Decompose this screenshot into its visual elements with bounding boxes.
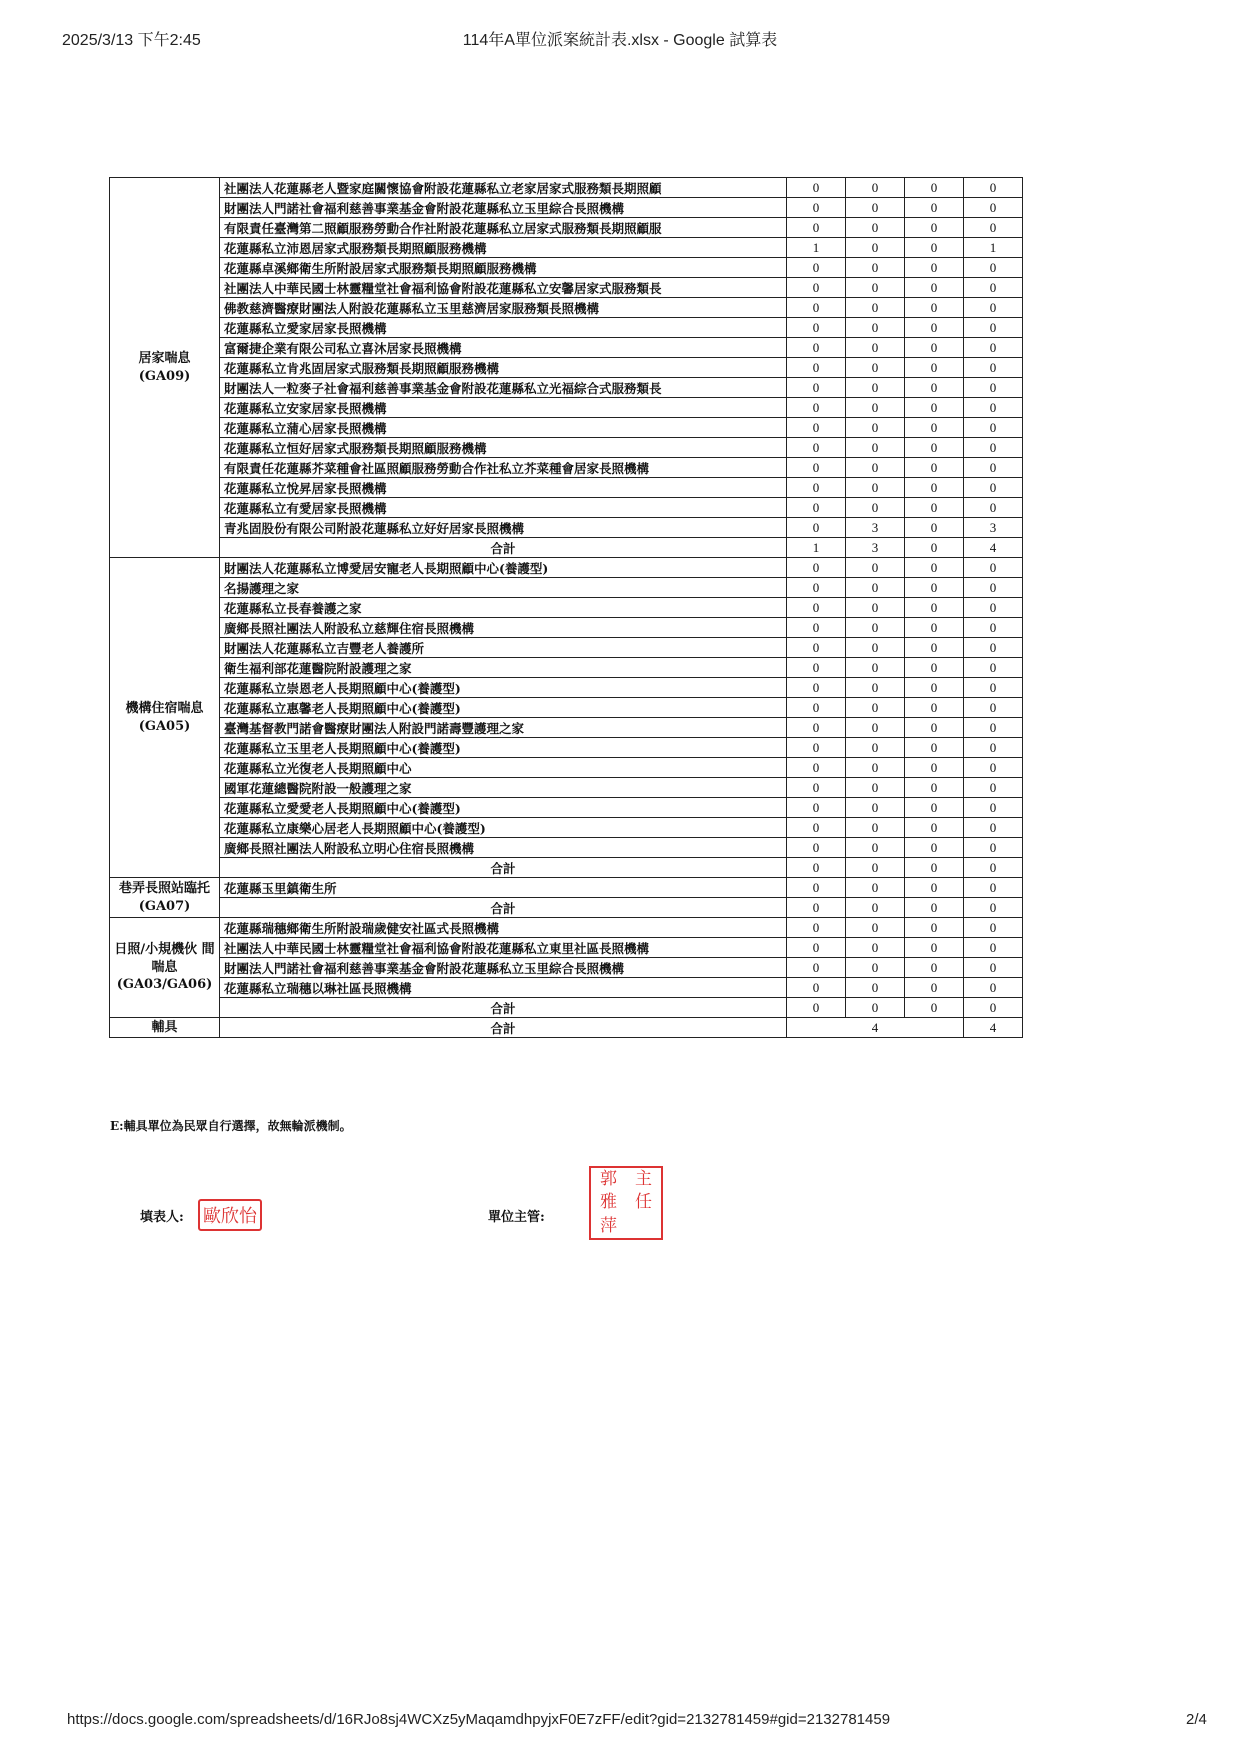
count-cell: 0 — [846, 678, 905, 698]
count-cell: 0 — [846, 418, 905, 438]
table-row — [110, 298, 1023, 318]
count-cell: 1 — [964, 238, 1023, 258]
count-cell: 0 — [905, 598, 964, 618]
institution-name: 花蓮縣瑞穗鄉衛生所附設瑞歲健安社區式長照機構 — [220, 918, 787, 938]
table-row — [110, 758, 1023, 778]
table-row — [110, 618, 1023, 638]
institution-name: 花蓮縣私立瑞穗以琳社區長照機構 — [220, 978, 787, 998]
table-row — [110, 938, 1023, 958]
table-row — [110, 798, 1023, 818]
total-label: 合計 — [220, 898, 787, 918]
institution-name: 花蓮縣私立恒好居家式服務類長期照顧服務機構 — [220, 438, 787, 458]
seal-char: 萍 — [600, 1215, 617, 1236]
count-cell: 0 — [905, 418, 964, 438]
total-cell: 0 — [846, 998, 905, 1018]
count-cell: 0 — [787, 758, 846, 778]
count-cell: 0 — [846, 298, 905, 318]
count-cell: 0 — [964, 438, 1023, 458]
print-datetime: 2025/3/13 下午2:45 — [62, 32, 201, 49]
count-cell: 0 — [964, 598, 1023, 618]
supervisor-seal — [589, 1166, 663, 1240]
total-cell: 4 — [964, 1018, 1023, 1038]
count-cell: 0 — [964, 398, 1023, 418]
institution-name: 青兆固股份有限公司附設花蓮縣私立好好居家長照機構 — [220, 518, 787, 538]
count-cell: 0 — [846, 498, 905, 518]
count-cell: 0 — [846, 978, 905, 998]
count-cell: 0 — [846, 378, 905, 398]
total-label: 合計 — [220, 998, 787, 1018]
count-cell: 0 — [905, 298, 964, 318]
count-cell: 0 — [787, 278, 846, 298]
count-cell: 0 — [846, 738, 905, 758]
table-row — [110, 818, 1023, 838]
count-cell: 0 — [787, 778, 846, 798]
count-cell: 0 — [846, 958, 905, 978]
count-cell: 0 — [905, 798, 964, 818]
total-cell: 0 — [846, 858, 905, 878]
count-cell: 0 — [905, 318, 964, 338]
count-cell: 0 — [846, 438, 905, 458]
table-row — [110, 698, 1023, 718]
count-cell: 0 — [905, 478, 964, 498]
total-cell: 0 — [905, 898, 964, 918]
count-cell: 0 — [846, 838, 905, 858]
count-cell: 0 — [787, 418, 846, 438]
institution-name: 花蓮縣私立長春養護之家 — [220, 598, 787, 618]
total-cell: 1 — [787, 538, 846, 558]
institution-name: 衛生福利部花蓮醫院附設護理之家 — [220, 658, 787, 678]
count-cell: 0 — [787, 518, 846, 538]
count-cell: 0 — [905, 558, 964, 578]
table-row — [110, 478, 1023, 498]
table-row — [110, 598, 1023, 618]
table-row — [110, 498, 1023, 518]
count-cell: 0 — [964, 418, 1023, 438]
count-cell: 0 — [905, 818, 964, 838]
total-row — [110, 898, 1023, 918]
table-row — [110, 558, 1023, 578]
count-cell: 0 — [846, 758, 905, 778]
institution-name: 花蓮縣私立愛家居家長照機構 — [220, 318, 787, 338]
institution-name: 廣鄉長照社團法人附設私立慈輝住宿長照機構 — [220, 618, 787, 638]
count-cell: 0 — [787, 358, 846, 378]
count-cell: 0 — [905, 838, 964, 858]
total-label: 合計 — [220, 858, 787, 878]
count-cell: 0 — [964, 278, 1023, 298]
count-cell: 0 — [905, 238, 964, 258]
total-cell: 0 — [787, 998, 846, 1018]
page-number: 2/4 — [1186, 1711, 1207, 1728]
table-row — [110, 378, 1023, 398]
seal-char: 任 — [635, 1192, 652, 1213]
count-cell: 0 — [787, 498, 846, 518]
count-cell: 0 — [846, 218, 905, 238]
table-row — [110, 518, 1023, 538]
total-row — [110, 538, 1023, 558]
total-cell: 0 — [905, 998, 964, 1018]
count-cell: 0 — [846, 398, 905, 418]
count-cell: 0 — [846, 878, 905, 898]
count-cell: 0 — [787, 398, 846, 418]
count-cell: 0 — [964, 338, 1023, 358]
institution-name: 財團法人門諾社會福利慈善事業基金會附設花蓮縣私立玉里綜合長照機構 — [220, 198, 787, 218]
count-cell: 0 — [964, 618, 1023, 638]
count-cell: 0 — [787, 718, 846, 738]
count-cell: 0 — [787, 598, 846, 618]
institution-name: 花蓮縣私立肯兆固居家式服務類長期照顧服務機構 — [220, 358, 787, 378]
institution-name: 財團法人一粒麥子社會福利慈善事業基金會附設花蓮縣私立光福綜合式服務類長 — [220, 378, 787, 398]
count-cell: 0 — [787, 258, 846, 278]
document-title: 114年A單位派案統計表.xlsx - Google 試算表 — [462, 32, 778, 49]
count-cell: 0 — [964, 458, 1023, 478]
count-cell: 0 — [787, 458, 846, 478]
total-cell: 0 — [846, 898, 905, 918]
institution-name: 花蓮縣私立安家居家長照機構 — [220, 398, 787, 418]
table-row — [110, 238, 1023, 258]
count-cell: 0 — [905, 378, 964, 398]
category-cell: 巷弄長照站臨托(GA07) — [110, 878, 220, 918]
count-cell: 0 — [846, 598, 905, 618]
count-cell: 0 — [846, 238, 905, 258]
total-cell: 0 — [787, 898, 846, 918]
count-cell: 0 — [787, 658, 846, 678]
table-row — [110, 358, 1023, 378]
count-cell: 0 — [846, 918, 905, 938]
filler-seal: 歐欣怡 — [198, 1199, 262, 1231]
count-cell: 0 — [964, 718, 1023, 738]
table-row — [110, 778, 1023, 798]
count-cell: 0 — [964, 358, 1023, 378]
count-cell: 0 — [964, 658, 1023, 678]
count-cell: 0 — [964, 818, 1023, 838]
total-label: 合計 — [220, 538, 787, 558]
count-cell: 0 — [787, 938, 846, 958]
count-cell: 0 — [905, 338, 964, 358]
count-cell: 0 — [905, 878, 964, 898]
count-cell: 0 — [964, 958, 1023, 978]
table-row — [110, 738, 1023, 758]
count-cell: 1 — [787, 238, 846, 258]
count-cell: 0 — [905, 638, 964, 658]
count-cell: 0 — [787, 918, 846, 938]
count-cell: 0 — [964, 578, 1023, 598]
merged-count-cell: 4 — [787, 1018, 964, 1038]
statistics-table — [109, 177, 1023, 1038]
institution-name: 財團法人花蓮縣私立吉豐老人養護所 — [220, 638, 787, 658]
count-cell: 0 — [787, 638, 846, 658]
count-cell: 0 — [964, 178, 1023, 198]
institution-name: 有限責任花蓮縣芥菜種會社區照顧服務勞動合作社私立芥菜種會居家長照機構 — [220, 458, 787, 478]
table-row — [110, 338, 1023, 358]
count-cell: 0 — [846, 318, 905, 338]
institution-name: 有限責任臺灣第二照顧服務勞動合作社附設花蓮縣私立居家式服務類長期照顧服 — [220, 218, 787, 238]
count-cell: 0 — [964, 198, 1023, 218]
total-cell: 3 — [846, 538, 905, 558]
count-cell: 0 — [964, 778, 1023, 798]
count-cell: 0 — [787, 798, 846, 818]
count-cell: 0 — [905, 278, 964, 298]
institution-name: 財團法人花蓮縣私立博愛居安寵老人長期照顧中心(養護型) — [220, 558, 787, 578]
count-cell: 0 — [964, 378, 1023, 398]
table-row — [110, 918, 1023, 938]
page-url: https://docs.google.com/spreadsheets/d/16RJo8sj4WCXz5yMaqamdhpyjxF0E7zFF/edit?gid=2132781459#gid=2132781459 — [67, 1711, 891, 1728]
filler-label: 填表人: — [140, 1210, 184, 1225]
count-cell: 0 — [846, 658, 905, 678]
count-cell: 0 — [787, 618, 846, 638]
count-cell: 0 — [905, 358, 964, 378]
count-cell: 0 — [905, 718, 964, 738]
table-row — [110, 258, 1023, 278]
count-cell: 0 — [905, 518, 964, 538]
count-cell: 0 — [905, 738, 964, 758]
count-cell: 0 — [905, 258, 964, 278]
seal-char: 雅 — [600, 1192, 617, 1213]
count-cell: 0 — [905, 698, 964, 718]
institution-name: 花蓮縣私立沛恩居家式服務類長期照顧服務機構 — [220, 238, 787, 258]
table-row — [110, 978, 1023, 998]
institution-name: 花蓮縣私立愛愛老人長期照顧中心(養護型) — [220, 798, 787, 818]
total-label: 合計 — [220, 1018, 787, 1038]
count-cell: 0 — [964, 498, 1023, 518]
table-row — [110, 958, 1023, 978]
count-cell: 0 — [905, 618, 964, 638]
total-cell: 0 — [787, 858, 846, 878]
count-cell: 0 — [846, 258, 905, 278]
count-cell: 0 — [846, 458, 905, 478]
count-cell: 0 — [905, 498, 964, 518]
count-cell: 0 — [905, 678, 964, 698]
count-cell: 0 — [905, 958, 964, 978]
category-cell: 日照/小規機伙 間喘息 (GA03/GA06) — [110, 918, 220, 1018]
count-cell: 0 — [787, 578, 846, 598]
count-cell: 0 — [905, 218, 964, 238]
count-cell: 0 — [905, 438, 964, 458]
total-cell: 0 — [964, 998, 1023, 1018]
count-cell: 0 — [787, 298, 846, 318]
count-cell: 0 — [846, 558, 905, 578]
count-cell: 0 — [964, 838, 1023, 858]
count-cell: 0 — [787, 678, 846, 698]
institution-name: 社團法人中華民國士林靈糧堂社會福利協會附設花蓮縣私立東里社區長照機構 — [220, 938, 787, 958]
total-row — [110, 858, 1023, 878]
institution-name: 花蓮縣私立玉里老人長期照顧中心(養護型) — [220, 738, 787, 758]
table-row — [110, 838, 1023, 858]
count-cell: 0 — [964, 318, 1023, 338]
institution-name: 名揚護理之家 — [220, 578, 787, 598]
institution-name: 社團法人花蓮縣老人暨家庭關懷協會附設花蓮縣私立老家居家式服務類長期照顧 — [220, 178, 787, 198]
institution-name: 花蓮縣私立蒲心居家長照機構 — [220, 418, 787, 438]
count-cell: 0 — [964, 978, 1023, 998]
count-cell: 0 — [846, 358, 905, 378]
table-row — [110, 198, 1023, 218]
seal-char: 郭 — [600, 1169, 617, 1189]
count-cell: 0 — [964, 638, 1023, 658]
table-row — [110, 458, 1023, 478]
count-cell: 0 — [787, 698, 846, 718]
institution-name: 花蓮縣私立康樂心居老人長期照顧中心(養護型) — [220, 818, 787, 838]
count-cell: 0 — [846, 198, 905, 218]
assistive-row — [110, 1018, 1023, 1038]
institution-name: 國軍花蓮總醫院附設一般護理之家 — [220, 778, 787, 798]
count-cell: 0 — [787, 178, 846, 198]
institution-name: 社團法人中華民國士林靈糧堂社會福利協會附設花蓮縣私立安馨居家式服務類長 — [220, 278, 787, 298]
count-cell: 0 — [787, 958, 846, 978]
count-cell: 0 — [846, 478, 905, 498]
total-cell: 0 — [905, 538, 964, 558]
institution-name: 花蓮縣玉里鎮衛生所 — [220, 878, 787, 898]
count-cell: 0 — [905, 918, 964, 938]
table-row — [110, 278, 1023, 298]
count-cell: 0 — [905, 398, 964, 418]
count-cell: 0 — [964, 258, 1023, 278]
table-row — [110, 438, 1023, 458]
count-cell: 0 — [964, 878, 1023, 898]
institution-name: 花蓮縣私立崇恩老人長期照顧中心(養護型) — [220, 678, 787, 698]
count-cell: 0 — [787, 378, 846, 398]
count-cell: 0 — [846, 178, 905, 198]
count-cell: 0 — [964, 918, 1023, 938]
count-cell: 3 — [846, 518, 905, 538]
count-cell: 0 — [787, 438, 846, 458]
total-row — [110, 998, 1023, 1018]
count-cell: 0 — [905, 178, 964, 198]
count-cell: 0 — [905, 978, 964, 998]
count-cell: 0 — [787, 318, 846, 338]
count-cell: 0 — [846, 278, 905, 298]
footnote: E:輔具單位為民眾自行選擇，故無輪派機制。 — [110, 1119, 352, 1133]
institution-name: 財團法人門諾社會福利慈善事業基金會附設花蓮縣私立玉里綜合長照機構 — [220, 958, 787, 978]
institution-name: 花蓮縣私立光復老人長期照顧中心 — [220, 758, 787, 778]
table-row — [110, 398, 1023, 418]
count-cell: 0 — [905, 198, 964, 218]
count-cell: 0 — [787, 878, 846, 898]
count-cell: 0 — [905, 778, 964, 798]
count-cell: 0 — [964, 938, 1023, 958]
total-cell: 0 — [964, 858, 1023, 878]
count-cell: 0 — [846, 938, 905, 958]
count-cell: 0 — [787, 218, 846, 238]
count-cell: 0 — [787, 558, 846, 578]
count-cell: 0 — [787, 478, 846, 498]
count-cell: 0 — [787, 978, 846, 998]
count-cell: 0 — [905, 758, 964, 778]
institution-name: 廣鄉長照社團法人附設私立明心住宿長照機構 — [220, 838, 787, 858]
institution-name: 臺灣基督教門諾會醫療財團法人附設門諾壽豐護理之家 — [220, 718, 787, 738]
seal-char: 主 — [635, 1169, 652, 1189]
institution-name: 佛教慈濟醫療財團法人附設花蓮縣私立玉里慈濟居家服務類長照機構 — [220, 298, 787, 318]
count-cell: 0 — [846, 638, 905, 658]
table-row — [110, 218, 1023, 238]
count-cell: 0 — [846, 818, 905, 838]
table-row — [110, 578, 1023, 598]
institution-name: 花蓮縣私立有愛居家長照機構 — [220, 498, 787, 518]
count-cell: 0 — [846, 798, 905, 818]
count-cell: 0 — [905, 938, 964, 958]
count-cell: 0 — [846, 718, 905, 738]
table-row — [110, 678, 1023, 698]
institution-name: 花蓮縣私立悅昇居家長照機構 — [220, 478, 787, 498]
institution-name: 花蓮縣私立惠馨老人長期照顧中心(養護型) — [220, 698, 787, 718]
count-cell: 0 — [964, 478, 1023, 498]
table-row — [110, 178, 1023, 198]
count-cell: 0 — [787, 838, 846, 858]
count-cell: 0 — [905, 458, 964, 478]
count-cell: 0 — [964, 218, 1023, 238]
count-cell: 0 — [846, 698, 905, 718]
count-cell: 0 — [846, 578, 905, 598]
table-row — [110, 638, 1023, 658]
count-cell: 3 — [964, 518, 1023, 538]
count-cell: 0 — [846, 338, 905, 358]
count-cell: 0 — [964, 558, 1023, 578]
supervisor-label: 單位主管: — [488, 1210, 545, 1225]
table-row — [110, 718, 1023, 738]
institution-name: 花蓮縣卓溪鄉衛生所附設居家式服務類長期照顧服務機構 — [220, 258, 787, 278]
count-cell: 0 — [964, 298, 1023, 318]
count-cell: 0 — [905, 658, 964, 678]
table-row — [110, 658, 1023, 678]
category-cell: 輔具 — [110, 1018, 220, 1038]
total-cell: 0 — [905, 858, 964, 878]
table-row — [110, 318, 1023, 338]
category-cell: 居家喘息 (GA09) — [110, 178, 220, 558]
count-cell: 0 — [787, 818, 846, 838]
count-cell: 0 — [964, 698, 1023, 718]
category-cell: 機構住宿喘息 (GA05) — [110, 558, 220, 878]
count-cell: 0 — [964, 738, 1023, 758]
count-cell: 0 — [964, 678, 1023, 698]
count-cell: 0 — [787, 338, 846, 358]
count-cell: 0 — [787, 198, 846, 218]
total-cell: 4 — [964, 538, 1023, 558]
total-cell: 0 — [964, 898, 1023, 918]
count-cell: 0 — [964, 798, 1023, 818]
count-cell: 0 — [964, 758, 1023, 778]
count-cell: 0 — [905, 578, 964, 598]
count-cell: 0 — [787, 738, 846, 758]
institution-name: 富爾捷企業有限公司私立喜沐居家長照機構 — [220, 338, 787, 358]
count-cell: 0 — [846, 778, 905, 798]
table-row — [110, 418, 1023, 438]
table-row — [110, 878, 1023, 898]
count-cell: 0 — [846, 618, 905, 638]
